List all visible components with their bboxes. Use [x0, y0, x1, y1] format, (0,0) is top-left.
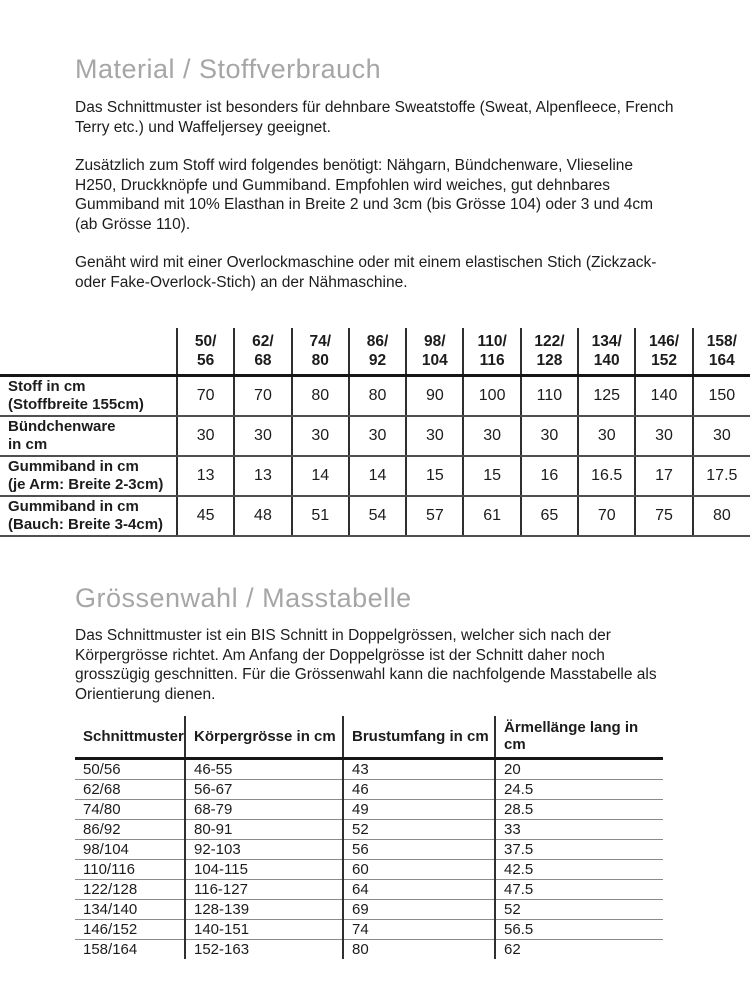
paragraph-sewing-machine: Genäht wird mit einer Overlockmaschine oder mit einem elastischen Stich (Zickzack- oder Fake-Overlock-Stich) an der Nähmaschine.	[75, 254, 657, 291]
table-cell: 20	[495, 759, 663, 780]
header-cell-chest: Brustumfang in cm	[343, 716, 495, 759]
paragraph-size-selection: Das Schnittmuster ist ein BIS Schnitt in Doppelgrössen, welcher sich nach der Körpergrösse richtet. Am Anfang der Doppelgrösse ist der Schnitt daher noch grosszügig geschnitten. Für die Grössenwahl kann die nachfolgende Masstabelle als Orientierung dienen.	[75, 627, 657, 703]
size-line: 140	[593, 352, 620, 369]
value-cell: 75	[635, 496, 692, 536]
row-label	[0, 456, 177, 496]
table-cell: 52	[343, 820, 495, 840]
section-heading-material: Material / Stoffverbrauch	[75, 54, 382, 84]
size-header-cell	[693, 328, 750, 376]
size-header-cell	[292, 328, 349, 376]
table-cell: 56.5	[495, 920, 663, 940]
row-label-line: Bündchenware	[8, 418, 116, 435]
size-line: 50/	[194, 333, 217, 350]
table-cell: 37.5	[495, 840, 663, 860]
size-line: 56	[197, 352, 215, 369]
row-label-line: in cm	[8, 436, 48, 453]
table-cell: 24.5	[495, 780, 663, 800]
table-cell: 86/92	[75, 820, 185, 840]
value-cell: 150	[693, 376, 750, 417]
size-line: 134/	[591, 333, 622, 350]
header-cell-empty	[0, 328, 177, 376]
value-cell: 70	[177, 376, 234, 417]
table-row	[75, 780, 663, 800]
value-cell: 30	[635, 416, 692, 456]
value-cell: 15	[463, 456, 520, 496]
table-cell: 128-139	[185, 900, 343, 920]
size-header-cell	[177, 328, 234, 376]
size-line: 128	[536, 352, 563, 369]
table-cell: 104-115	[185, 860, 343, 880]
table-row	[75, 800, 663, 820]
table-cell: 56	[343, 840, 495, 860]
size-section	[0, 537, 750, 704]
value-cell: 125	[578, 376, 635, 417]
table-cell: 152-163	[185, 940, 343, 960]
size-header-cell	[349, 328, 406, 376]
table-cell: 64	[343, 880, 495, 900]
size-line: 98/	[424, 333, 446, 350]
value-cell: 30	[693, 416, 750, 456]
table-row	[75, 716, 663, 759]
value-cell: 80	[292, 376, 349, 417]
row-label	[0, 376, 177, 417]
measurement-table-header	[75, 716, 663, 759]
material-section	[0, 0, 750, 292]
value-cell: 80	[349, 376, 406, 417]
value-cell: 51	[292, 496, 349, 536]
row-label-line: Gummiband in cm	[8, 498, 139, 515]
size-line: 152	[651, 352, 677, 369]
value-cell: 13	[177, 456, 234, 496]
table-row	[75, 880, 663, 900]
table-cell: 146/152	[75, 920, 185, 940]
size-header-cell	[578, 328, 635, 376]
row-label-line: (Stoffbreite 155cm)	[8, 396, 144, 413]
value-cell: 13	[234, 456, 291, 496]
table-cell: 110/116	[75, 860, 185, 880]
value-cell: 70	[234, 376, 291, 417]
table-cell: 33	[495, 820, 663, 840]
size-line: 92	[368, 352, 387, 369]
table-cell: 122/128	[75, 880, 185, 900]
header-cell-sleeve-length: Ärmellänge lang in cm	[495, 716, 663, 759]
row-label-line: Gummiband in cm	[8, 458, 139, 475]
size-line: 68	[254, 352, 272, 369]
table-cell: 43	[343, 759, 495, 780]
row-label-line: Stoff in cm	[8, 378, 86, 395]
table-cell: 69	[343, 900, 495, 920]
table-cell: 98/104	[75, 840, 185, 860]
value-cell: 16.5	[578, 456, 635, 496]
size-line: 62/	[252, 333, 274, 350]
value-cell: 70	[578, 496, 635, 536]
table-cell: 68-79	[185, 800, 343, 820]
table-cell: 158/164	[83, 941, 138, 958]
value-cell: 17.5	[693, 456, 750, 496]
table-cell: 28.5	[495, 800, 663, 820]
size-line: 110/	[477, 333, 507, 350]
value-cell: 16	[521, 456, 578, 496]
row-label-line: (Bauch: Breite 3-4cm)	[8, 516, 164, 533]
table-row	[75, 840, 663, 860]
size-line: 86/	[366, 333, 389, 350]
value-cell: 48	[234, 496, 291, 536]
size-header-cell	[406, 328, 463, 376]
table-cell: 42.5	[495, 860, 663, 880]
table-cell: 52	[495, 900, 663, 920]
value-cell: 61	[463, 496, 520, 536]
value-cell: 30	[234, 416, 291, 456]
paragraph-fabric-suitability: Das Schnittmuster ist besonders für dehnbare Sweatstoffe (Sweat, Alpenfleece, French Terry etc.) und Waffeljersey geeignet.	[75, 99, 674, 136]
size-line: 158/	[706, 333, 737, 350]
value-cell: 30	[349, 416, 406, 456]
value-cell: 30	[578, 416, 635, 456]
measurement-table	[75, 716, 663, 959]
value-cell: 57	[406, 496, 463, 536]
table-row	[75, 920, 663, 940]
table-cell: 62/68	[75, 780, 185, 800]
value-cell: 30	[406, 416, 463, 456]
row-label	[0, 496, 177, 536]
table-cell: 60	[343, 860, 495, 880]
value-cell: 14	[349, 456, 406, 496]
table-cell: 62	[495, 940, 663, 960]
table-row	[75, 940, 663, 960]
value-cell: 45	[177, 496, 234, 536]
table-cell: 92-103	[185, 840, 343, 860]
size-header-cell	[463, 328, 520, 376]
value-cell: 30	[177, 416, 234, 456]
row-label-line: (je Arm: Breite 2-3cm)	[8, 476, 164, 493]
row-label	[0, 416, 177, 456]
material-table-header	[0, 328, 750, 376]
table-cell: 80	[343, 940, 495, 960]
value-cell: 140	[635, 376, 692, 417]
table-cell: 47.5	[495, 880, 663, 900]
table-cell: 46	[343, 780, 495, 800]
size-line: 74/	[309, 333, 332, 350]
value-cell: 90	[406, 376, 463, 417]
table-cell: 80-91	[185, 820, 343, 840]
table-cell: 140-151	[185, 920, 343, 940]
value-cell: 15	[406, 456, 463, 496]
size-header-cell	[234, 328, 291, 376]
table-cell: 46-55	[185, 759, 343, 780]
table-cell: 134/140	[75, 900, 185, 920]
size-header-cell	[521, 328, 578, 376]
table-cell: 74	[343, 920, 495, 940]
value-cell: 30	[463, 416, 520, 456]
size-line: 122/	[534, 333, 565, 350]
material-table	[0, 328, 750, 537]
table-row-elastic-waist	[0, 496, 750, 536]
value-cell: 80	[693, 496, 750, 536]
table-row	[75, 820, 663, 840]
value-cell: 65	[521, 496, 578, 536]
table-cell: 56-67	[185, 780, 343, 800]
value-cell: 14	[292, 456, 349, 496]
size-header-cell	[635, 328, 692, 376]
table-cell: 74/80	[75, 800, 185, 820]
table-cell: 50/56	[75, 759, 185, 780]
table-row	[0, 328, 750, 376]
value-cell: 30	[292, 416, 349, 456]
table-row-cuff-fabric	[0, 416, 750, 456]
table-cell: 49	[343, 800, 495, 820]
table-row-fabric	[0, 376, 750, 417]
header-cell-body-height: Körpergrösse in cm	[185, 716, 343, 759]
size-line: 116	[479, 352, 505, 369]
value-cell: 30	[521, 416, 578, 456]
value-cell: 100	[463, 376, 520, 417]
table-row	[75, 900, 663, 920]
size-line: 80	[311, 352, 329, 369]
size-line: 104	[421, 352, 448, 369]
table-row	[75, 759, 663, 780]
size-line: 146/	[648, 333, 680, 350]
table-row-elastic-arm	[0, 456, 750, 496]
value-cell: 54	[349, 496, 406, 536]
paragraph-additional-materials: Zusätzlich zum Stoff wird folgendes benötigt: Nähgarn, Bündchenware, Vlieseline H250, Druckknöpfe und Gummiband. Empfohlen wird weiches, gut dehnbares Gummiband mit 10% Elasthan in Breite 2 und 3cm (bis Grösse 104) oder 3 und 4cm (ab Grösse 110).	[75, 157, 654, 233]
table-cell: 116-127	[185, 880, 343, 900]
value-cell: 110	[521, 376, 578, 417]
value-cell: 17	[635, 456, 692, 496]
section-heading-sizes: Grössenwahl / Masstabelle	[75, 583, 412, 613]
size-line: 164	[708, 352, 735, 369]
header-cell-pattern-size: Schnittmuster	[75, 716, 185, 759]
table-row	[75, 860, 663, 880]
